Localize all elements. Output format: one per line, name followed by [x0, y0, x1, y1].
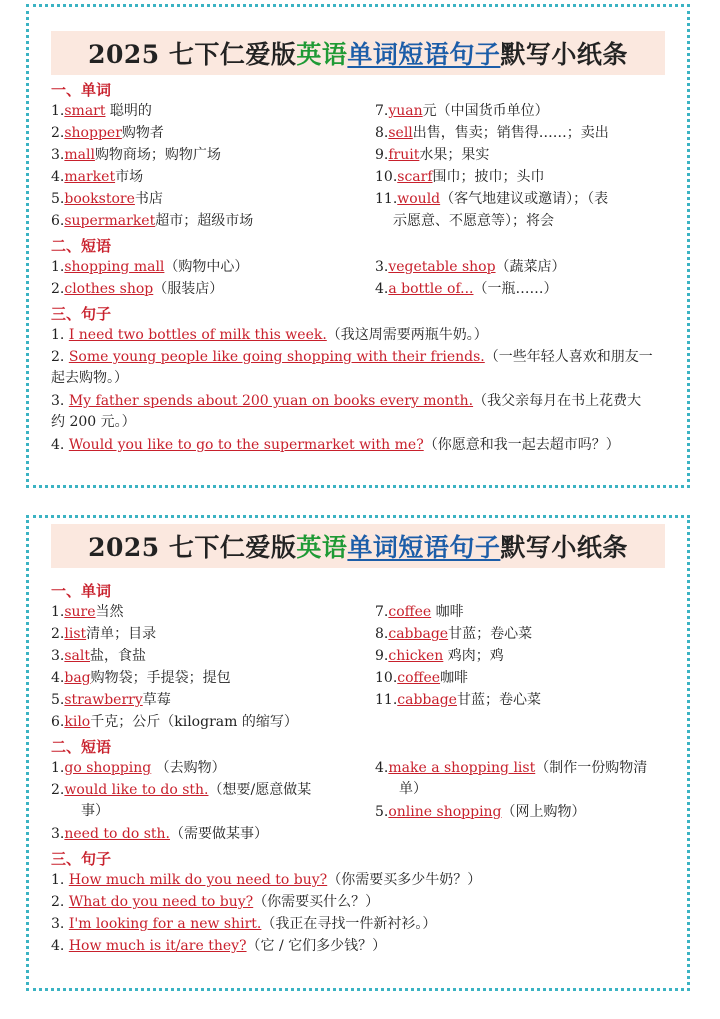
phrase-item: 3.vegetable shop（蔬菜店） — [375, 259, 566, 275]
sentence-item: 4. Would you like to go to the supermarket with me?（你愿意和我一起去超市吗？） — [51, 437, 620, 453]
word-item: 2.list清单；目录 — [51, 626, 157, 642]
word-item-continuation: 示愿意、不愿意等）；将会 — [393, 213, 554, 229]
word-item: 3.salt盐，食盐 — [51, 648, 146, 664]
phrase-item: 2.clothes shop（服装店） — [51, 281, 224, 297]
phrase-item: 2.would like to do sth.（想要/愿意做某 — [51, 782, 312, 798]
sentence-item: 1. How much milk do you need to buy?（你需要买多少牛奶？） — [51, 872, 482, 888]
card-title — [51, 524, 665, 568]
section-heading-phrases: 二、短语 — [51, 237, 112, 255]
section-heading-words: 一、单词 — [51, 81, 112, 99]
word-item: 2.shopper购物者 — [51, 125, 164, 141]
word-item: 1.sure当然 — [51, 604, 124, 620]
word-item: 5.strawberry草莓 — [51, 692, 171, 708]
word-item: 9.fruit水果；果实 — [375, 147, 490, 163]
phrase-item: 4.a bottle of...（一瓶……） — [375, 281, 558, 297]
section-heading-phrases: 二、短语 — [51, 738, 112, 756]
word-item: 8.sell出售，售卖；销售得……；卖出 — [375, 125, 609, 141]
title-subject: 英语 — [296, 533, 348, 562]
word-item: 3.mall购物商场；购物广场 — [51, 147, 221, 163]
dictation-card-1 — [26, 4, 690, 488]
word-item: 10.coffee咖啡 — [375, 670, 469, 686]
dictation-card-2 — [26, 515, 690, 991]
sentence-item: 2. What do you need to buy?（你需要买什么？） — [51, 894, 380, 910]
sentence-continuation: 约 200 元。） — [51, 414, 136, 430]
card-title — [51, 31, 665, 75]
section-heading-sentences: 三、句子 — [51, 305, 112, 323]
word-item: 6.kilo千克；公斤（kilogram 的缩写） — [51, 714, 298, 730]
sentence-item: 1. I need two bottles of milk this week.（我这周需要两瓶牛奶。） — [51, 327, 488, 343]
section-heading-words: 一、单词 — [51, 582, 112, 600]
word-item: 7.coffee 咖啡 — [375, 604, 464, 620]
phrase-item: 4.make a shopping list（制作一份购物清 — [375, 760, 648, 776]
word-item: 4.market市场 — [51, 169, 144, 185]
sentence-item: 3. I'm looking for a new shirt.（我正在寻找一件新衬衫。） — [51, 916, 437, 932]
title-subject: 英语 — [296, 40, 348, 69]
section-heading-sentences: 三、句子 — [51, 850, 112, 868]
sentence-item: 2. Some young people like going shopping with their friends.（一些年轻人喜欢和朋友一 — [51, 349, 653, 365]
title-suffix: 默写小纸条 — [500, 40, 628, 69]
sentence-item: 3. My father spends about 200 yuan on books every month.（我父亲每月在书上花费大 — [51, 393, 642, 409]
word-item: 8.cabbage甘蓝；卷心菜 — [375, 626, 533, 642]
title-content-type: 单词短语句子 — [347, 40, 501, 69]
sentence-continuation: 起去购物。） — [51, 370, 128, 386]
phrase-item: 5.online shopping（网上购物） — [375, 804, 586, 820]
phrase-item: 3.need to do sth.（需要做某事） — [51, 826, 268, 842]
sentence-item: 4. How much is it/are they?（它 / 它们多少钱？） — [51, 938, 387, 954]
phrase-item: 1.shopping mall（购物中心） — [51, 259, 249, 275]
title-year-edition: 2025 七下仁爱版 — [88, 533, 297, 562]
word-item: 10.scarf围巾；披巾；头巾 — [375, 169, 545, 185]
word-item: 7.yuan元（中国货币单位） — [375, 103, 549, 119]
word-item: 4.bag购物袋；手提袋；提包 — [51, 670, 231, 686]
phrase-continuation: 单） — [399, 781, 427, 797]
word-item: 5.bookstore书店 — [51, 191, 163, 207]
word-item: 9.chicken 鸡肉；鸡 — [375, 648, 504, 664]
word-item: 11.cabbage甘蓝；卷心菜 — [375, 692, 541, 708]
title-year-edition: 2025 七下仁爱版 — [88, 40, 297, 69]
word-item: 11.would（客气地建议或邀请）；（表 — [375, 191, 609, 207]
phrase-continuation: 事） — [81, 803, 109, 819]
word-item: 1.smart 聪明的 — [51, 103, 152, 119]
title-suffix: 默写小纸条 — [500, 533, 628, 562]
word-item: 6.supermarket超市；超级市场 — [51, 213, 254, 229]
phrase-item: 1.go shopping （去购物） — [51, 760, 226, 776]
title-content-type: 单词短语句子 — [347, 533, 501, 562]
